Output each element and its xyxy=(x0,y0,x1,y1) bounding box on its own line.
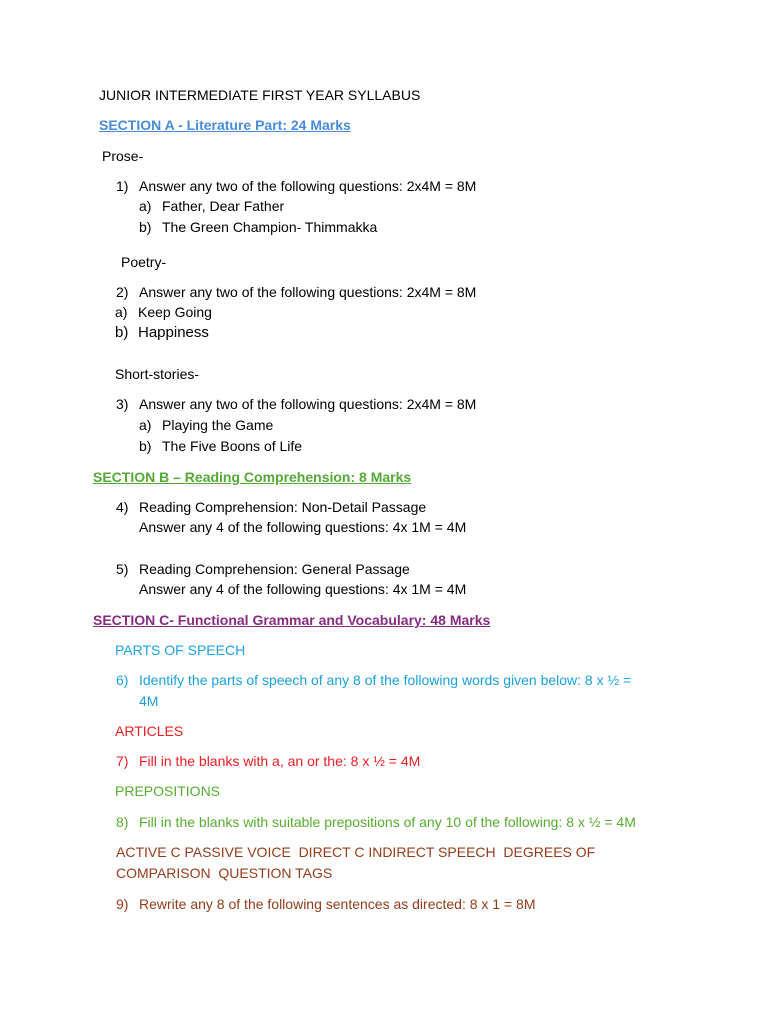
question-6-continuation: 4M xyxy=(139,693,159,709)
question-text: Answer any two of the following questions: 2x4M = 8M xyxy=(139,284,477,300)
list-item xyxy=(139,437,302,455)
section-b-heading: SECTION B – Reading Comprehension: 8 Marks xyxy=(93,469,412,485)
parts-of-speech-label: PARTS OF SPEECH xyxy=(115,642,246,658)
list-item xyxy=(115,324,209,342)
question-number: 1) xyxy=(116,178,129,194)
question-detail: Answer any 4 of the following questions: 4x 1M = 4M xyxy=(139,581,467,597)
poetry-label: Poetry- xyxy=(121,254,167,270)
list-item xyxy=(115,303,212,321)
short-stories-label: Short-stories- xyxy=(115,366,200,382)
question-7 xyxy=(116,752,420,770)
question-text: Rewrite any 8 of the following sentences as directed: 8 x 1 = 8M xyxy=(139,896,536,912)
item-text: The Five Boons of Life xyxy=(162,438,303,454)
question-number: 3) xyxy=(116,396,129,412)
list-item xyxy=(139,218,377,236)
question-8 xyxy=(116,813,636,831)
question-9 xyxy=(116,895,536,913)
question-text: Fill in the blanks with a, an or the: 8 x ½ = 4M xyxy=(139,753,421,769)
question-4 xyxy=(116,498,426,516)
prepositions-label: PREPOSITIONS xyxy=(115,783,221,799)
question-2 xyxy=(116,283,476,301)
question-number: 5) xyxy=(116,561,129,577)
question-text: Answer any two of the following questions: 2x4M = 8M xyxy=(139,178,477,194)
document-title: JUNIOR INTERMEDIATE FIRST YEAR SYLLABUS xyxy=(99,87,421,103)
item-text: Father, Dear Father xyxy=(162,198,285,214)
question-number: 2) xyxy=(116,284,129,300)
item-marker: b) xyxy=(139,438,152,454)
grammar-topics-label: ACTIVE C PASSIVE VOICE DIRECT C INDIRECT SPEECH DEGREES OF xyxy=(116,844,596,860)
question-text: Answer any two of the following questions: 2x4M = 8M xyxy=(139,396,477,412)
question-number: 4) xyxy=(116,499,129,515)
item-text: Happiness xyxy=(138,324,209,341)
question-3 xyxy=(116,395,476,413)
section-a-heading: SECTION A - Literature Part: 24 Marks xyxy=(99,117,351,133)
question-number: 6) xyxy=(116,672,129,688)
list-item xyxy=(139,416,273,434)
question-5 xyxy=(116,560,410,578)
question-text: Reading Comprehension: General Passage xyxy=(139,561,410,577)
item-marker: a) xyxy=(139,417,152,433)
item-text: The Green Champion- Thimmakka xyxy=(162,219,378,235)
question-text: Fill in the blanks with suitable prepositions of any 10 of the following: 8 x ½ = 4M xyxy=(139,814,636,830)
item-text: Playing the Game xyxy=(162,417,274,433)
item-text: Keep Going xyxy=(138,304,212,320)
item-marker: b) xyxy=(115,324,129,341)
question-number: 9) xyxy=(116,896,129,912)
question-6 xyxy=(116,671,631,689)
prose-label: Prose- xyxy=(102,148,144,164)
question-detail: Answer any 4 of the following questions: 4x 1M = 4M xyxy=(139,519,467,535)
item-marker: b) xyxy=(139,219,152,235)
question-number: 8) xyxy=(116,814,129,830)
list-item xyxy=(139,197,284,215)
articles-label: ARTICLES xyxy=(115,723,184,739)
question-text: Reading Comprehension: Non-Detail Passage xyxy=(139,499,427,515)
question-1 xyxy=(116,177,476,195)
item-marker: a) xyxy=(115,304,128,320)
section-c-heading: SECTION C- Functional Grammar and Vocabulary: 48 Marks xyxy=(93,612,491,628)
item-marker: a) xyxy=(139,198,152,214)
question-number: 7) xyxy=(116,753,129,769)
question-text: Identify the parts of speech of any 8 of the following words given below: 8 x ½ = xyxy=(139,672,632,688)
grammar-topics-label: COMPARISON QUESTION TAGS xyxy=(116,865,333,881)
